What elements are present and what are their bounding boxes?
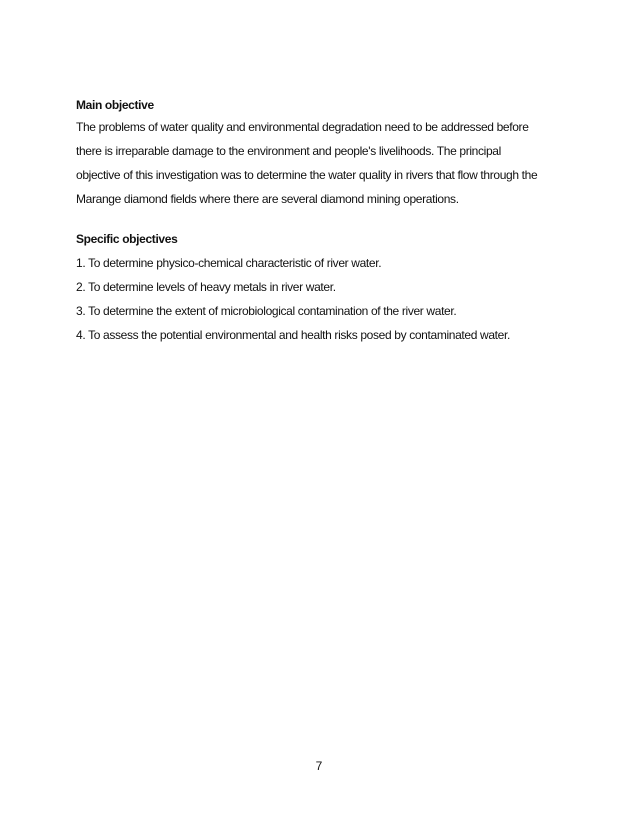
paragraph-line: The problems of water quality and environmental degradation need to be addressed before — [76, 120, 529, 134]
paragraph-line: objective of this investigation was to determine the water quality in rivers that flow through the — [76, 168, 538, 182]
section-spacer — [76, 211, 566, 227]
objective-item: 2. To determine levels of heavy metals in river water. — [76, 280, 336, 294]
main-objective-heading: Main objective — [76, 98, 154, 112]
page-content — [76, 96, 566, 347]
objective-item: 4. To assess the potential environmental and health risks posed by contaminated water. — [76, 328, 510, 342]
paragraph-line: there is irreparable damage to the environment and people's livelihoods. The principal — [76, 144, 501, 158]
specific-objectives-list — [76, 251, 566, 347]
main-objective-paragraph — [76, 115, 566, 211]
paragraph-line: Marange diamond fields where there are several diamond mining operations. — [76, 192, 459, 206]
page-number: 7 — [315, 759, 323, 773]
specific-objectives-heading: Specific objectives — [76, 232, 178, 246]
objective-item: 3. To determine the extent of microbiological contamination of the river water. — [76, 304, 457, 318]
objective-item: 1. To determine physico-chemical characteristic of river water. — [76, 256, 382, 270]
